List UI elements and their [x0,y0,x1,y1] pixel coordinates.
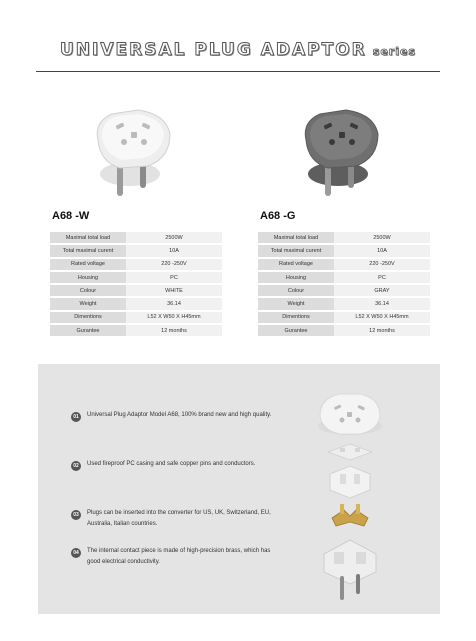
spec-value: 36.14 [126,298,222,309]
table-row [50,325,222,336]
page-title [60,40,416,60]
spec-table-white [50,230,222,338]
spec-value: L52 X W50 X H45mm [334,312,430,323]
spec-label: Dimentions [50,312,126,323]
spec-value: 10A [126,245,222,256]
spec-label: Rated voltage [258,259,334,270]
spec-value: PC [334,272,430,283]
spec-value: WHITE [126,285,222,296]
spec-label: Colour [50,285,126,296]
spec-value: 2500W [126,232,222,243]
spec-label: Maximal total load [258,232,334,243]
feature-number-badge: 04 [71,548,81,558]
spec-label: Weight [258,298,334,309]
spec-label: Maximal total load [50,232,126,243]
inner-frame-icon [330,466,370,498]
spec-value: PC [126,272,222,283]
table-row [50,259,222,270]
table-row [258,325,430,336]
spec-table-gray [258,230,430,338]
table-row [258,232,430,243]
model-name-gray: A68 -G [260,210,296,222]
features-panel [38,364,440,614]
feature-number-badge: 02 [71,461,81,471]
spec-value: 12 months [334,325,430,336]
table-row [258,245,430,256]
table-row [50,285,222,296]
spec-label: Total maximal curent [50,245,126,256]
base-with-pins-icon [324,540,376,600]
spec-value: L52 X W50 X H45mm [126,312,222,323]
table-row [50,312,222,323]
spec-value: 36.14 [334,298,430,309]
product-card-white [50,100,222,338]
feature-text: The internal contact piece is made of high-precision brass, which has good electrical conductivity. [87,548,271,565]
table-row [50,232,222,243]
feature-text: Plugs can be inserted into the converter for US, UK, Switzerland, EU, Australia, Italian countries. [87,510,271,527]
table-row [258,298,430,309]
spec-value: 220 -250V [126,259,222,270]
shutter-icon [328,444,372,460]
model-name-white: A68 -W [52,210,90,222]
feature-number-badge: 01 [71,412,81,422]
brass-contacts-icon [332,504,368,526]
adapter-gray-icon [298,100,394,204]
spec-label: Gurantee [50,325,126,336]
table-row [258,285,430,296]
title-series: series [372,45,416,58]
feature-text: Universal Plug Adaptor Model A68, 100% brand new and high quality. [87,412,272,418]
spec-label: Dimentions [258,312,334,323]
table-row [258,259,430,270]
spec-label: Total maximal curent [258,245,334,256]
spec-label: Housing [50,272,126,283]
spec-label: Gurantee [258,325,334,336]
table-row [258,312,430,323]
top-cover-icon [318,394,382,435]
spec-value: 2500W [334,232,430,243]
adapter-white-icon [90,100,186,204]
title-main: UNIVERSAL PLUG ADAPTOR [60,40,367,60]
spec-value: 10A [334,245,430,256]
feature-text: Used fireproof PC casing and safe copper pins and conductors. [87,461,256,467]
product-image-white [50,100,222,208]
feature-number-badge: 03 [71,510,81,520]
spec-label: Weight [50,298,126,309]
table-row [258,272,430,283]
spec-value: 220 -250V [334,259,430,270]
table-row [50,272,222,283]
exploded-adapter-diagram [310,386,410,606]
product-image-gray [258,100,430,208]
spec-value: 12 months [126,325,222,336]
spec-label: Rated voltage [50,259,126,270]
table-row [50,245,222,256]
spec-label: Colour [258,285,334,296]
spec-value: GRAY [334,285,430,296]
header-divider [36,71,440,72]
table-row [50,298,222,309]
product-card-gray [258,100,430,338]
spec-label: Housing [258,272,334,283]
